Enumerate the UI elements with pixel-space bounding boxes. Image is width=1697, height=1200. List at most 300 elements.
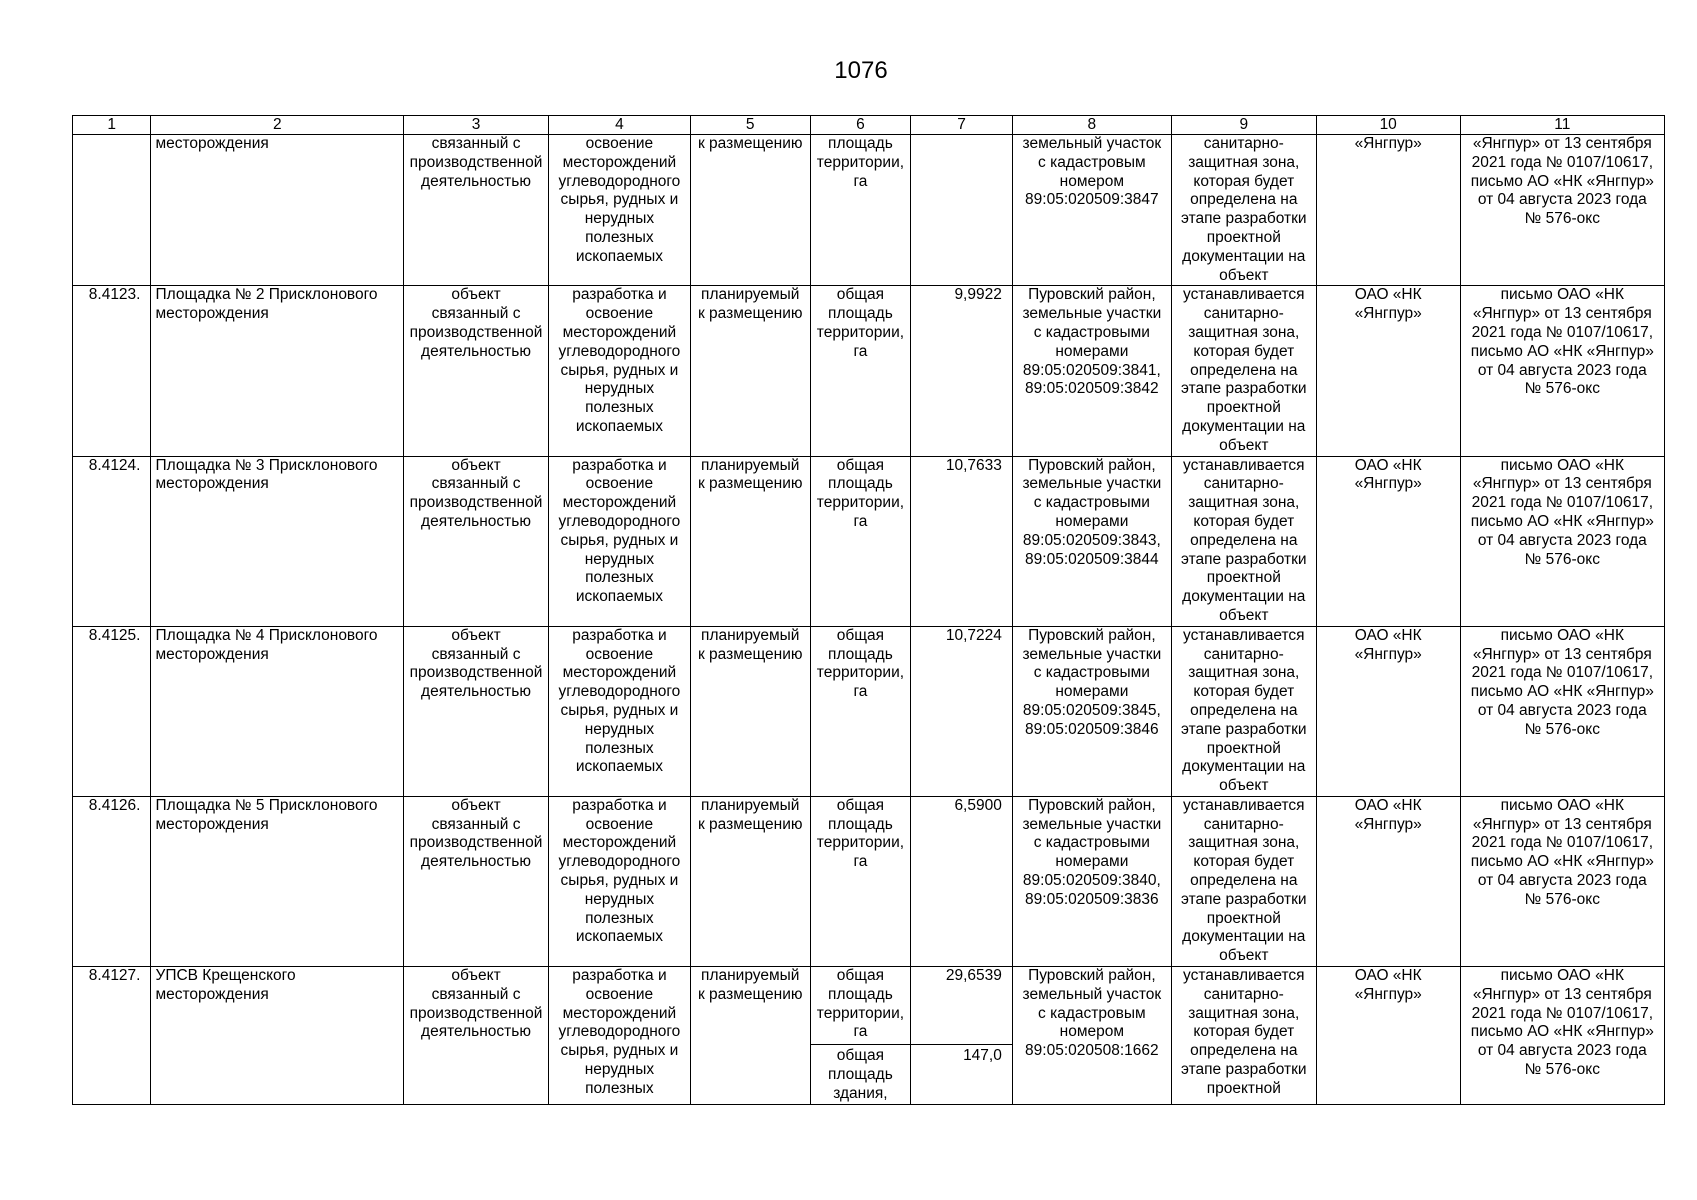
text-line: деятельностью: [421, 342, 531, 360]
text-line: 89:05:020509:3844: [1025, 550, 1159, 568]
text-line: месторождений: [562, 664, 677, 682]
text-line: санитарно-: [1203, 475, 1284, 493]
status-cell: [690, 135, 810, 286]
purpose-cell: [548, 456, 690, 626]
parameter-name-territory: [811, 967, 911, 1045]
text-line: № 576-окс: [1524, 210, 1600, 228]
text-line: месторождений: [562, 834, 677, 852]
zone-info-cell: [1171, 967, 1316, 1105]
text-line: территории,: [816, 153, 905, 171]
text-line: документации на: [1182, 588, 1306, 606]
text-line: номерами: [1055, 512, 1129, 530]
text-line: сырья, рудных и: [560, 872, 679, 890]
column-number: 1: [73, 116, 151, 135]
text-line: от 04 августа 2023 года: [1477, 872, 1647, 890]
text-line: проектной: [1206, 1079, 1281, 1097]
location-cell: [1012, 626, 1171, 796]
text-line: углеводородного: [558, 853, 681, 871]
text-line: «Янгпур»: [1354, 815, 1422, 833]
text-line: месторождений: [562, 494, 677, 512]
text-line: Пуровский район,: [1028, 456, 1156, 474]
column-number: 5: [690, 116, 810, 135]
text-line: письмо ОАО «НК: [1500, 796, 1625, 814]
column-number: 6: [810, 116, 911, 135]
status-cell: [690, 456, 810, 626]
status-cell: [690, 967, 810, 1105]
text-line: освоение: [585, 815, 654, 833]
text-line: общая: [836, 1047, 885, 1065]
object-name-cell: [151, 967, 404, 1105]
text-line: санитарно-: [1203, 135, 1284, 152]
text-line: ископаемых: [575, 588, 663, 606]
text-line: объект: [451, 626, 501, 644]
text-line: санитарно-: [1203, 645, 1284, 663]
text-line: нерудных: [584, 210, 655, 228]
text-line: освоение: [585, 645, 654, 663]
text-line: Площадка № 5 Присклонового: [155, 796, 378, 814]
text-line: производственной: [409, 1004, 543, 1022]
text-line: месторождения: [155, 135, 269, 152]
status-cell: [690, 626, 810, 796]
text-line: санитарно-: [1203, 985, 1284, 1003]
text-line: территории,: [816, 1004, 905, 1022]
text-line: документации на: [1182, 758, 1306, 776]
text-line: которая будет: [1193, 172, 1295, 190]
text-line: от 04 августа 2023 года: [1477, 1042, 1647, 1060]
text-line: этапе разработки: [1181, 890, 1307, 908]
text-line: планируемый: [701, 967, 800, 985]
text-line: 2021 года № 0107/10617,: [1471, 1004, 1654, 1022]
location-cell: [1012, 456, 1171, 626]
text-line: га: [853, 172, 868, 190]
text-line: общая: [836, 796, 885, 814]
zone-info-cell: [1171, 135, 1316, 286]
text-line: «Янгпур» от 13 сентября: [1472, 815, 1652, 833]
text-line: площадь: [828, 135, 893, 152]
text-line: нерудных: [584, 890, 655, 908]
text-line: сырья, рудных и: [560, 701, 679, 719]
text-line: к размещению: [697, 815, 803, 833]
parameter-value-territory: 29,6539: [911, 967, 1012, 1045]
text-line: территории,: [816, 323, 905, 341]
text-line: Площадка № 4 Присклонового: [155, 626, 378, 644]
parameter-value-cell: [911, 135, 1013, 286]
row-number-cell: [73, 135, 151, 286]
text-line: письмо АО «НК «Янгпур»: [1470, 172, 1654, 190]
text-line: этапе разработки: [1181, 380, 1307, 398]
text-line: сырья, рудных и: [560, 1042, 679, 1060]
text-line: углеводородного: [558, 683, 681, 701]
object-type-cell: [404, 626, 549, 796]
text-line: месторождений: [562, 153, 677, 171]
text-line: к размещению: [697, 135, 803, 152]
text-line: к размещению: [697, 305, 803, 323]
row-number-cell: 8.4124.: [73, 456, 151, 626]
text-line: полезных: [585, 569, 654, 587]
parameter-value-building: 147,0: [963, 1047, 1002, 1065]
text-line: с кадастровым: [1038, 153, 1146, 171]
text-line: проектной: [1206, 569, 1281, 587]
text-line: Пуровский район,: [1028, 626, 1156, 644]
text-line: объект: [451, 967, 501, 985]
text-line: объект: [1219, 436, 1269, 454]
text-line: га: [853, 512, 868, 530]
text-line: Пуровский район,: [1028, 796, 1156, 814]
table-row: [73, 967, 1665, 1105]
text-line: с кадастровыми: [1033, 494, 1150, 512]
status-cell: [690, 796, 810, 966]
text-line: 89:05:020509:3842: [1025, 380, 1159, 398]
text-line: месторождений: [562, 1004, 677, 1022]
object-name-cell: [151, 286, 404, 456]
location-cell: [1012, 967, 1171, 1105]
text-line: освоение: [585, 985, 654, 1003]
text-line: объект: [1219, 606, 1269, 624]
text-line: ископаемых: [575, 417, 663, 435]
text-line: «Янгпур» от 13 сентября: [1472, 475, 1652, 493]
text-line: письмо АО «НК «Янгпур»: [1470, 683, 1654, 701]
parameter-value-cell: 6,5900: [911, 796, 1013, 966]
organization-cell: [1316, 286, 1460, 456]
text-line: письмо АО «НК «Янгпур»: [1470, 1023, 1654, 1041]
text-line: «Янгпур»: [1354, 305, 1422, 323]
column-number-row: [73, 116, 1665, 135]
text-line: письмо ОАО «НК: [1500, 456, 1625, 474]
text-line: письмо ОАО «НК: [1500, 626, 1625, 644]
text-line: к размещению: [697, 645, 803, 663]
text-line: нерудных: [584, 550, 655, 568]
zone-info-cell: [1171, 626, 1316, 796]
basis-document-cell: [1460, 456, 1664, 626]
purpose-cell: [548, 796, 690, 966]
text-line: 2021 года № 0107/10617,: [1471, 664, 1654, 682]
text-line: которая будет: [1193, 853, 1295, 871]
basis-document-cell: [1460, 626, 1664, 796]
column-number: 8: [1012, 116, 1171, 135]
column-number: 3: [404, 116, 549, 135]
basis-document-cell: [1460, 796, 1664, 966]
text-line: от 04 августа 2023 года: [1477, 191, 1647, 209]
text-line: 89:05:020509:3847: [1025, 191, 1159, 209]
text-line: земельные участки: [1022, 645, 1162, 663]
text-line: площадь: [828, 985, 893, 1003]
object-type-cell: [404, 456, 549, 626]
text-line: к размещению: [697, 475, 803, 493]
text-line: углеводородного: [558, 512, 681, 530]
row-number-cell: 8.4126.: [73, 796, 151, 966]
text-line: проектной: [1206, 399, 1281, 417]
text-line: 2021 года № 0107/10617,: [1471, 494, 1654, 512]
text-line: площадь: [828, 1066, 893, 1084]
table-row: [73, 456, 1665, 626]
text-line: полезных: [585, 228, 654, 246]
text-line: планируемый: [701, 456, 800, 474]
text-line: которая будет: [1193, 512, 1295, 530]
text-line: номерами: [1055, 342, 1129, 360]
text-line: освоение: [585, 475, 654, 493]
page-number: 1076: [834, 57, 888, 84]
text-line: разработка и: [572, 796, 667, 814]
text-line: 89:05:020509:3843,: [1022, 531, 1161, 549]
text-line: полезных: [585, 399, 654, 417]
text-line: определена на: [1190, 191, 1298, 209]
parameter-value-cell: [911, 967, 1013, 1105]
parameter-name-building: [813, 1045, 909, 1103]
text-line: «Янгпур» от 13 сентября: [1472, 135, 1652, 152]
text-line: № 576-окс: [1524, 380, 1600, 398]
text-line: № 576-окс: [1524, 550, 1600, 568]
basis-document-cell: [1460, 135, 1664, 286]
text-line: производственной: [409, 323, 543, 341]
location-cell: [1012, 135, 1171, 286]
text-line: защитная зона,: [1188, 494, 1300, 512]
text-line: площадь: [828, 815, 893, 833]
zone-info-cell: [1171, 796, 1316, 966]
text-line: земельные участки: [1022, 815, 1162, 833]
text-line: связанный с: [431, 475, 521, 493]
text-line: земельные участки: [1022, 305, 1162, 323]
parameter-name-cell: [810, 456, 911, 626]
text-line: защитная зона,: [1188, 323, 1300, 341]
text-line: месторождения: [155, 305, 269, 323]
text-line: месторождения: [155, 815, 269, 833]
status-cell: [690, 286, 810, 456]
text-line: разработка и: [572, 456, 667, 474]
text-line: площадь: [828, 475, 893, 493]
organization-cell: [1316, 967, 1460, 1105]
text-line: земельный участок: [1022, 985, 1162, 1003]
text-line: 89:05:020509:3841,: [1022, 361, 1161, 379]
parameter-name-cell: [810, 135, 911, 286]
column-number: 11: [1460, 116, 1664, 135]
basis-document-cell: [1460, 286, 1664, 456]
text-line: определена на: [1190, 1042, 1298, 1060]
object-type-cell: [404, 796, 549, 966]
text-line: документации на: [1182, 247, 1306, 265]
text-line: ископаемых: [575, 247, 663, 265]
text-line: 89:05:020509:3840,: [1022, 872, 1161, 890]
text-line: объект: [1219, 777, 1269, 795]
text-line: Площадка № 2 Присклонового: [155, 286, 378, 304]
text-line: связанный с: [431, 135, 521, 152]
text-line: площадь: [828, 305, 893, 323]
text-line: определена на: [1190, 361, 1298, 379]
text-line: № 576-окс: [1524, 720, 1600, 738]
text-line: общая: [836, 626, 885, 644]
table-row: [73, 286, 1665, 456]
text-line: устанавливается: [1183, 286, 1305, 304]
parameter-value-cell: 10,7224: [911, 626, 1013, 796]
text-line: 89:05:020508:1662: [1025, 1042, 1159, 1060]
text-line: письмо АО «НК «Янгпур»: [1470, 342, 1654, 360]
text-line: полезных: [585, 909, 654, 927]
text-line: номером: [1059, 172, 1125, 190]
text-line: производственной: [409, 494, 543, 512]
row-number-cell: 8.4125.: [73, 626, 151, 796]
text-line: ОАО «НК: [1354, 456, 1422, 474]
text-line: освоение: [585, 135, 654, 152]
text-line: деятельностью: [421, 172, 531, 190]
text-line: ископаемых: [575, 758, 663, 776]
text-line: защитная зона,: [1188, 834, 1300, 852]
text-line: планируемый: [701, 796, 800, 814]
text-line: УПСВ Крещенского: [155, 967, 296, 985]
text-line: месторождения: [155, 985, 269, 1003]
text-line: ОАО «НК: [1354, 967, 1422, 985]
text-line: сырья, рудных и: [560, 531, 679, 549]
text-line: га: [853, 1023, 868, 1041]
text-line: планируемый: [701, 626, 800, 644]
location-cell: [1012, 286, 1171, 456]
text-line: 89:05:020509:3845,: [1022, 701, 1161, 719]
text-line: этапе разработки: [1181, 550, 1307, 568]
text-line: от 04 августа 2023 года: [1477, 701, 1647, 719]
text-line: «Янгпур» от 13 сентября: [1472, 645, 1652, 663]
text-line: объект: [451, 456, 501, 474]
text-line: документации на: [1182, 928, 1306, 946]
text-line: с кадастровыми: [1033, 834, 1150, 852]
text-line: территории,: [816, 494, 905, 512]
text-line: защитная зона,: [1188, 153, 1300, 171]
object-name-cell: [151, 456, 404, 626]
text-line: деятельностью: [421, 1023, 531, 1041]
text-line: 2021 года № 0107/10617,: [1471, 153, 1654, 171]
text-line: устанавливается: [1183, 796, 1305, 814]
purpose-cell: [548, 135, 690, 286]
text-line: номером: [1059, 1023, 1125, 1041]
text-line: га: [853, 683, 868, 701]
text-line: 89:05:020509:3836: [1025, 890, 1159, 908]
text-line: деятельностью: [421, 853, 531, 871]
zone-info-cell: [1171, 286, 1316, 456]
organization-cell: [1316, 626, 1460, 796]
organization-cell: [1316, 135, 1460, 286]
text-line: «Янгпур»: [1354, 985, 1422, 1003]
text-line: определена на: [1190, 701, 1298, 719]
text-line: месторождения: [155, 645, 269, 663]
table-row: [73, 796, 1665, 966]
parameter-name-cell: [810, 286, 911, 456]
text-line: производственной: [409, 153, 543, 171]
text-line: 89:05:020509:3846: [1025, 720, 1159, 738]
text-line: письмо АО «НК «Янгпур»: [1470, 512, 1654, 530]
text-line: сырья, рудных и: [560, 191, 679, 209]
text-line: освоение: [585, 305, 654, 323]
text-line: объект: [451, 286, 501, 304]
text-line: сырья, рудных и: [560, 361, 679, 379]
text-line: разработка и: [572, 626, 667, 644]
text-line: территории,: [816, 664, 905, 682]
object-type-cell: [404, 967, 549, 1105]
row-number-cell: 8.4127.: [73, 967, 151, 1105]
text-line: земельные участки: [1022, 475, 1162, 493]
text-line: проектной: [1206, 228, 1281, 246]
column-number: 2: [151, 116, 404, 135]
text-line: ОАО «НК: [1354, 626, 1422, 644]
text-line: от 04 августа 2023 года: [1477, 531, 1647, 549]
text-line: общая: [836, 967, 885, 985]
text-line: 2021 года № 0107/10617,: [1471, 323, 1654, 341]
column-number: 7: [911, 116, 1013, 135]
text-line: Пуровский район,: [1028, 967, 1156, 985]
text-line: с кадастровыми: [1033, 664, 1150, 682]
text-line: объект: [451, 796, 501, 814]
text-line: деятельностью: [421, 683, 531, 701]
text-line: определена на: [1190, 531, 1298, 549]
object-name-cell: [151, 626, 404, 796]
text-line: проектной: [1206, 739, 1281, 757]
text-line: устанавливается: [1183, 626, 1305, 644]
column-number: 9: [1171, 116, 1316, 135]
text-line: ОАО «НК: [1354, 286, 1422, 304]
text-line: этапе разработки: [1181, 720, 1307, 738]
text-line: защитная зона,: [1188, 664, 1300, 682]
text-line: «Янгпур»: [1354, 475, 1422, 493]
text-line: номерами: [1055, 853, 1129, 871]
purpose-cell: [548, 967, 690, 1105]
text-line: письмо АО «НК «Янгпур»: [1470, 853, 1654, 871]
text-line: определена на: [1190, 872, 1298, 890]
text-line: «Янгпур»: [1354, 645, 1422, 663]
text-line: устанавливается: [1183, 967, 1305, 985]
text-line: Площадка № 3 Присклонового: [155, 456, 378, 474]
text-line: связанный с: [431, 985, 521, 1003]
text-line: санитарно-: [1203, 305, 1284, 323]
text-line: ископаемых: [575, 928, 663, 946]
purpose-cell: [548, 626, 690, 796]
text-line: документации на: [1182, 417, 1306, 435]
text-line: производственной: [409, 664, 543, 682]
row-number-cell: 8.4123.: [73, 286, 151, 456]
text-line: проектной: [1206, 909, 1281, 927]
parameter-name-cell: [810, 796, 911, 966]
text-line: № 576-окс: [1524, 890, 1600, 908]
text-line: земельный участок: [1022, 135, 1162, 152]
text-line: с кадастровым: [1038, 1004, 1146, 1022]
text-line: которая будет: [1193, 342, 1295, 360]
object-type-cell: [404, 135, 549, 286]
text-line: связанный с: [431, 815, 521, 833]
text-line: от 04 августа 2023 года: [1477, 361, 1647, 379]
text-line: этапе разработки: [1181, 1061, 1307, 1079]
parameter-value-cell: 9,9922: [911, 286, 1013, 456]
text-line: этапе разработки: [1181, 210, 1307, 228]
text-line: углеводородного: [558, 1023, 681, 1041]
text-line: № 576-окс: [1524, 1061, 1600, 1079]
text-line: санитарно-: [1203, 815, 1284, 833]
text-line: месторождений: [562, 323, 677, 341]
text-line: номерами: [1055, 683, 1129, 701]
text-line: устанавливается: [1183, 456, 1305, 474]
zone-info-cell: [1171, 456, 1316, 626]
text-line: объект: [1219, 947, 1269, 965]
text-line: разработка и: [572, 286, 667, 304]
text-line: производственной: [409, 834, 543, 852]
text-line: ОАО «НК: [1354, 796, 1422, 814]
text-line: полезных: [585, 1079, 654, 1097]
text-line: письмо ОАО «НК: [1500, 967, 1625, 985]
organization-cell: [1316, 796, 1460, 966]
text-line: Пуровский район,: [1028, 286, 1156, 304]
text-line: письмо ОАО «НК: [1500, 286, 1625, 304]
text-line: территории,: [816, 834, 905, 852]
text-line: связанный с: [431, 305, 521, 323]
object-name-cell: [151, 135, 404, 286]
location-cell: [1012, 796, 1171, 966]
table-row: [73, 135, 1665, 286]
text-line: 2021 года № 0107/10617,: [1471, 834, 1654, 852]
text-line: месторождения: [155, 475, 269, 493]
